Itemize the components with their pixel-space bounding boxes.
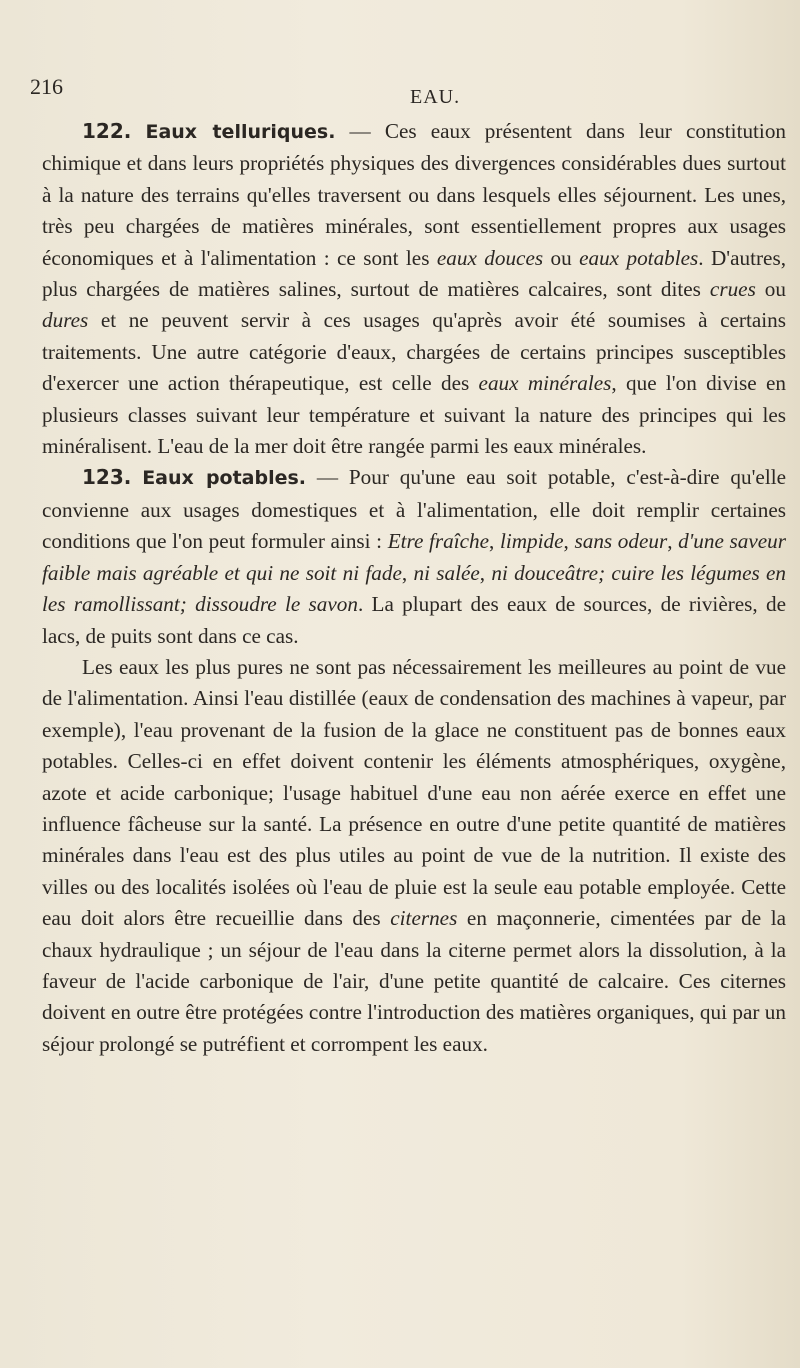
text-run: . D'autres, plus chargées de matières salines, surtout de matières calcaires, sont dites [42, 245, 786, 302]
emphasis: eaux minérales [478, 371, 612, 396]
text-run: en maçonnerie, cimentées par de la chaux hydraulique ; un séjour de l'eau dans la citerne permet alors la dissolution, à la faveur de l'acide carbonique de l'air, d'une petite quantité de calcaire. Ces citernes doivent en outre être protégées contre l'introduction des matières organiques, qui par un séjour prolongé se putréfient et corrompent les eaux. [42, 906, 786, 1056]
text-run: , [667, 529, 679, 554]
emphasis: Etre fraîche [387, 529, 490, 554]
text-run: , [563, 529, 575, 554]
emphasis: dures [42, 308, 89, 333]
text-run: , [479, 560, 492, 585]
emphasis: limpide [499, 529, 564, 554]
text-run: Les eaux les plus pures ne sont pas nécessairement les meilleures au point de vue de l'alimentation. Ainsi l'eau distillée (eaux de condensation des machines à vapeur, par exemple), l'eau provenant de la fusion de la glace ne constituent pas de bonnes eaux potables. Celles-ci en effet doivent contenir les éléments atmosphériques, oxygène, azote et acide carbonique; l'usage habituel d'une eau non aérée exerce en effet une influence fâcheuse sur la santé. La présence en outre d'une petite quantité de matières minérales dans l'eau est des plus utiles au point de vue de la nutrition. Il existe des villes ou des localités isolées où l'eau de pluie est la seule eau potable employée. Cette eau doit alors être recueillie dans des [42, 654, 786, 931]
section-number: 122. [82, 119, 132, 143]
page-number: 216 [30, 74, 63, 99]
emphasis: eaux douces [436, 245, 544, 270]
text-run: , [489, 529, 500, 554]
text-run: ou [543, 245, 580, 270]
paragraph-3 [42, 652, 786, 1060]
emphasis: ni salée [413, 560, 480, 585]
paragraph-122 [42, 116, 786, 462]
text-run: ou [755, 277, 786, 302]
text-run: , [401, 560, 414, 585]
section-title: Eaux telluriques. [145, 121, 336, 143]
body-text [42, 116, 786, 1060]
text-run: . La plupart des eaux de sources, de rivières, de lacs, de puits sont dans ce cas. [42, 592, 786, 648]
emphasis: citernes [390, 906, 458, 931]
emphasis: d'une saveur faible mais agréable et qui ne soit ni fade [42, 529, 787, 585]
emphasis: eaux potables [579, 245, 699, 270]
text-run: et ne peuvent servir à ces usages qu'après avoir été soumises à certains traitements. Une autre catégorie d'eaux, chargées de certains principes susceptibles d'exercer une action thérapeutique, est celle des [42, 308, 786, 396]
section-title: Eaux potables. [142, 467, 307, 490]
paragraph-123 [42, 462, 786, 651]
text-run: — Pour qu'une eau soit potable, c'est-à-dire qu'elle convienne aux usages domestiques et à l'alimentation, elle doit remplir certaines conditions que l'on peut formuler ainsi : [42, 465, 787, 554]
emphasis: ni douceâtre; cuire les légumes en les ramollissant; dissoudre le savon [42, 560, 787, 617]
running-head: EAU. [410, 86, 461, 108]
text-run: , que l'on divise en plusieurs classes suivant leur température et suivant la nature des principes qui les minéralisent. L'eau de la mer doit être rangée parmi les eaux minérales. [42, 371, 786, 459]
section-number: 123. [82, 465, 132, 490]
emphasis: crues [709, 277, 756, 302]
text-run: — Ces eaux présentent dans leur constitution chimique et dans leurs propriétés physiques des divergences considérables dues surtout à la nature des terrains qu'elles traversent ou dans lesquels elles séjournent. Les unes, très peu chargées de matières minérales, sont essentiellement propres aux usages économiques et à l'alimentation : ce sont les [42, 119, 787, 270]
emphasis: sans odeur [574, 529, 668, 554]
